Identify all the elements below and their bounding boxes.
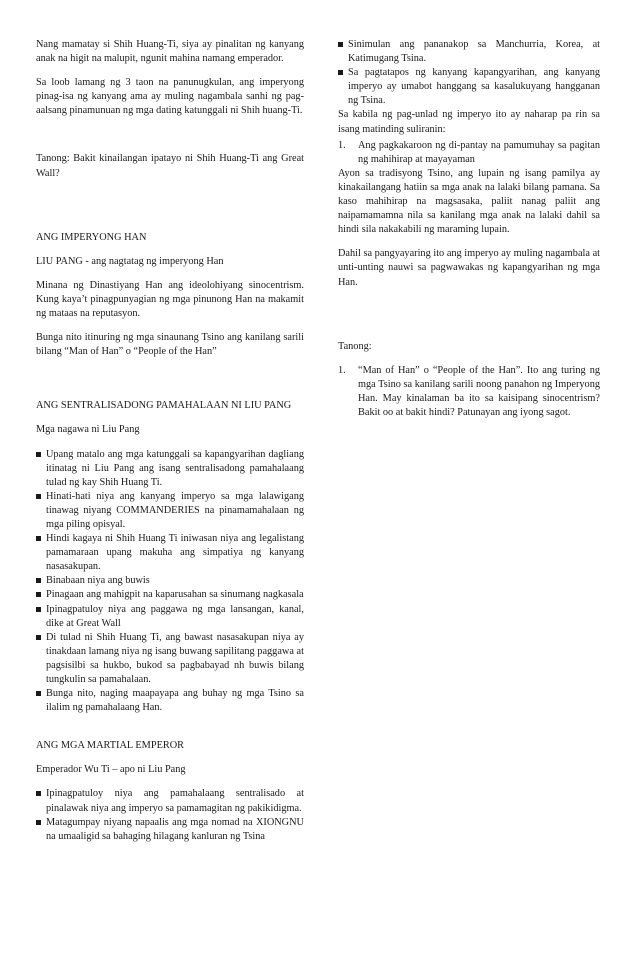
question-list: [338, 364, 600, 420]
paragraph: Ayon sa tradisyong Tsino, ang lupain ng isang pamilya ay kinakailangang hatiin sa mga anak na lalaki bilang pamana. Sa kaso mahihirap na magsasaka, paliit nanag paliit ang naipamamamna nila sa kanilang mga anak na lalaki dahil sa hindi sila nakakabili ng maraming lupain.: [338, 167, 600, 236]
wu-ti-list: [36, 787, 304, 843]
list-item: Upang matalo ang mga katunggali sa kapangyarihan dagliang itinatag ni Liu Pang ang isang sentralisadong pamahalaang tulad ng kay Shih Huang Ti.: [36, 448, 304, 490]
right-column: [338, 38, 600, 420]
list-item: Di tulad ni Shih Huang Ti, ang bawast nasasakupan niya ay tinakdaan lamang niya ng isang buwang sapilitang paggawa at pagsisilbi sa hukbo, bukod sa pagbabayad nh buwis bilang tungkulin sa pamahalaan.: [36, 631, 304, 687]
list-item: Ipinagpatuloy niya ang pamahalaang sentralisado at pinalawak niya ang imperyo sa pamamagitan ng pakikidigma.: [36, 787, 304, 815]
left-column: [36, 38, 304, 844]
paragraph: Sa loob lamang ng 3 taon na panunugkulan, ang imperyong pinag-isa ng kanyang ama ay muling nagambala sanhi ng pag-aalsang pinamunuan ng mga dating katunggali ni Shih huang-Ti.: [36, 77, 304, 117]
section-subheading: Mga nagawa ni Liu Pang: [36, 424, 140, 436]
paragraph: Bunga nito itinuring ng mga sinaunang Tsino ang kanilang sarili bilang “Man of Han” o “People of the Han”: [36, 332, 304, 358]
list-item: Ipinagpatuloy niya ang paggawa ng mga lansangan, kanal, dike at Great Wall: [36, 603, 304, 631]
list-item: Binabaan niya ang buwis: [36, 574, 304, 588]
conquest-list: [338, 38, 600, 108]
list-item-text: Ang pagkakaroon ng di-pantay na pamumuhay sa pagitan ng mahihirap at mayayaman: [358, 139, 600, 165]
paragraph: Minana ng Dinastiyang Han ang ideolohiyang sinocentrism. Kung kaya’t pinagpunyagian ng mga pinunong Han na makamit ng mataas na reputasyon.: [36, 279, 304, 320]
list-item: Sinimulan ang pananakop sa Manchurria, Korea, at Katimugang Tsina.: [338, 38, 600, 66]
section-subheading: LIU PANG - ang nagtatag ng imperyong Han: [36, 255, 224, 267]
section-subheading: Emperador Wu Ti – apo ni Liu Pang: [36, 764, 186, 776]
list-item: Hinati-hati niya ang kanyang imperyo sa mga lalawigang tinawag niyang COMMANDERIES na pinamamahalaan ng mga piling opisyal.: [36, 490, 304, 532]
list-item: Matagumpay niyang napaalis ang mga nomad na XIONGNU na umaaligid sa bahaging hilagang kanluran ng Tsina: [36, 816, 304, 844]
list-item: Hindi kagaya ni Shih Huang Ti iniwasan niya ang legalistang pamamaraan upang makuha ang simpatiya ng kanyang nasasakupan.: [36, 532, 304, 574]
list-item: Sa pagtatapos ng kanyang kapangyarihan, ang kanyang imperyo ay umabot hanggang sa kasalukuyang hangganan ng Tsina.: [338, 66, 600, 108]
paragraph: Dahil sa pangyayaring ito ang imperyo ay muling nagambala at unti-unting nauwi sa pagwawakas ng kapangyarihan ng mga Han.: [338, 248, 600, 288]
paragraph: Sa kabila ng pag-unlad ng imperyo ito ay naharap pa rin sa isang matinding suliranin:: [338, 109, 600, 135]
list-number: 1.: [338, 364, 346, 376]
list-item: Pinagaan ang mahigpit na kaparusahan sa sinumang nagkasala: [36, 588, 304, 602]
question-text: Tanong: Bakit kinailangan ipatayo ni Shih Huang-Ti ang Great Wall?: [36, 153, 304, 179]
achievements-list: [36, 448, 304, 716]
list-item: [338, 364, 600, 420]
section-heading: ANG MGA MARTIAL EMPEROR: [36, 740, 185, 752]
section-heading: ANG IMPERYONG HAN: [36, 231, 147, 243]
list-item: [338, 139, 600, 167]
question-label: Tanong:: [338, 340, 372, 352]
list-number: 1.: [338, 139, 346, 151]
problem-list: [338, 139, 600, 167]
paragraph: Nang mamatay si Shih Huang-Ti, siya ay pinalitan ng kanyang anak na higit na malupit, ngunit mahina namang emperador.: [36, 39, 304, 65]
list-item-text: “Man of Han” o “People of the Han”. Ito ang turing ng mga Tsino sa kanilang sarili noong panahon ng Imperyong Han. May kinalaman ba ito sa kaisipang sinocentrism? Bakit oo at bakit hindi? Patunayan ang iyong sagot.: [358, 364, 600, 418]
list-item: Bunga nito, naging maapayapa ang buhay ng mga Tsino sa ilalim ng pamahalaang Han.: [36, 687, 304, 715]
section-heading: ANG SENTRALISADONG PAMAHALAAN NI LIU PANG: [36, 400, 292, 412]
